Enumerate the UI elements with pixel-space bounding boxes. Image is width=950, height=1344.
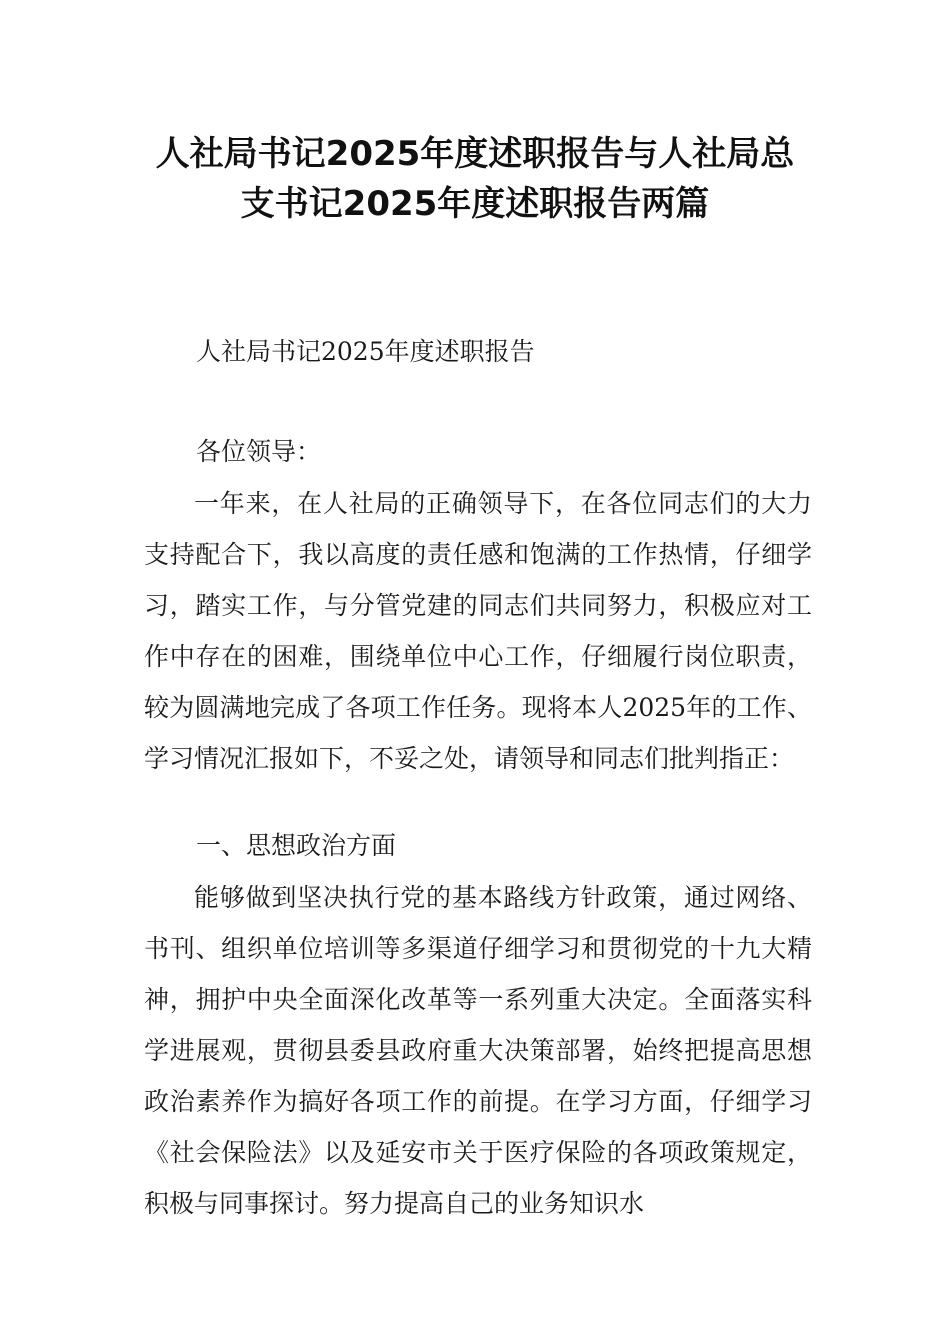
document-title-line-2: 支书记2025年度述职报告两篇 bbox=[240, 184, 710, 224]
paragraph-ideology: 能够做到坚决执行党的基本路线方针政策，通过网络、书刊、组织单位培训等多渠道仔细学习和贯彻党的十九大精神，拥护中央全面深化改革等一系列重大决定。全面落实科学进展观，贯彻县委县政府重大决策部署，始终把提高思想政治素养作为搞好各项工作的前提。在学习方面，仔细学习《社会保险法》以及延安市关于医疗保险的各项政策规定，积极与同事探讨。努力提高自己的业务知识水 bbox=[144, 883, 812, 1218]
document-title-line-1: 人社局书记2025年度述职报告与人社局总 bbox=[155, 134, 795, 174]
paragraph-intro: 一年来，在人社局的正确领导下，在各位同志们的大力支持配合下，我以高度的责任感和饱满的工作热情，仔细学习，踏实工作，与分管党建的同志们共同努力，积极应对工作中存在的困难，围绕单位中心工作，仔细履行岗位职责，较为圆满地完成了各项工作任务。现将本人2025年的工作、学习情况汇报如下，不妥之处，请领导和同志们批判指正： bbox=[144, 489, 812, 773]
greeting: 各位领导： bbox=[196, 437, 322, 466]
section-heading-ideology: 一、思想政治方面 bbox=[196, 831, 397, 860]
report-subheading: 人社局书记2025年度述职报告 bbox=[196, 337, 535, 366]
